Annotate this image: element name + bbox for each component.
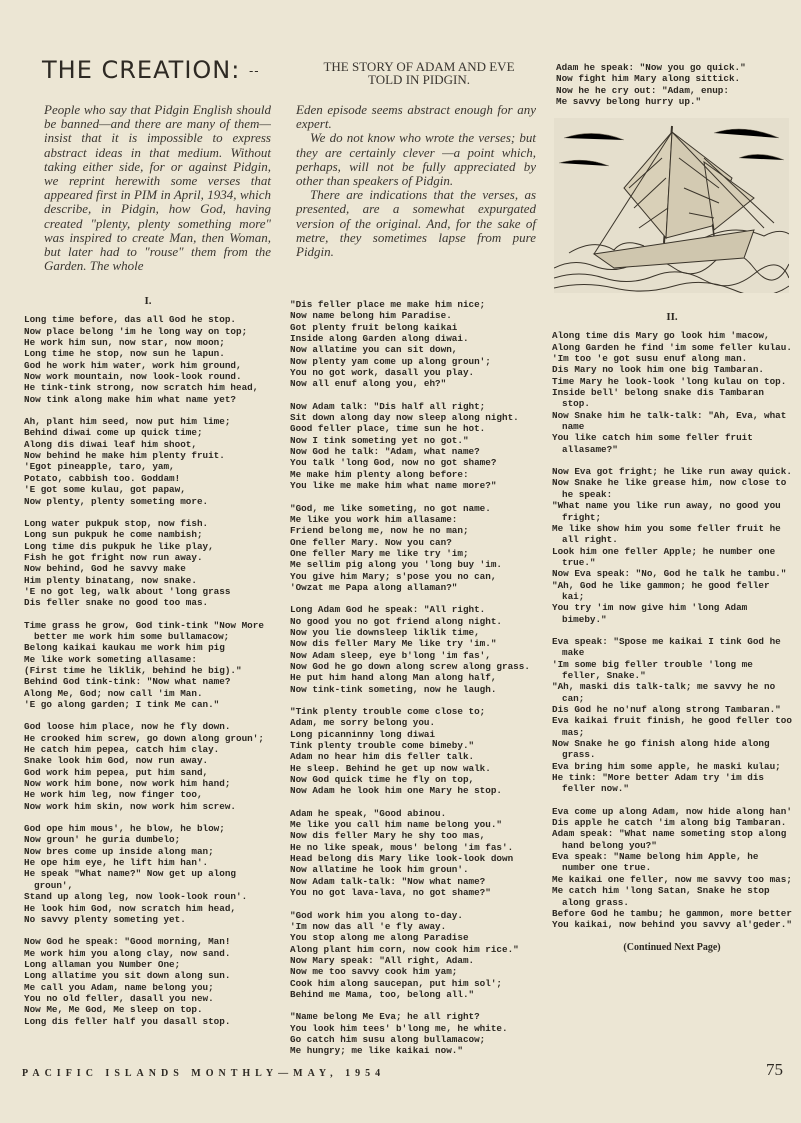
verse-column-2 bbox=[290, 299, 540, 1057]
verse-line: Me like you call him name belong you." bbox=[290, 819, 503, 831]
verse-line: God loose him place, now he fly down. bbox=[24, 721, 231, 733]
verse-column-1 bbox=[24, 296, 272, 1027]
verse-line: 'Im now das all 'e fly away. bbox=[290, 920, 447, 932]
verse-line: Stand up along leg, now look-look roun'. bbox=[24, 891, 248, 903]
verse-line: 'Egot pineapple, taro, yam, bbox=[24, 461, 175, 473]
verse-column-3-top bbox=[556, 62, 792, 107]
verse-line: "Name belong Me Eva; he all right? bbox=[290, 1011, 480, 1023]
verse-line: Me make him plenty along before: bbox=[290, 468, 469, 480]
verse-line: One feller Mary me like try 'im; bbox=[290, 547, 469, 559]
verse-line: Now Snake he go finish along hide along grass. bbox=[552, 738, 770, 761]
verse-line: Along dis diwai leaf him shoot, bbox=[24, 438, 197, 450]
verse-column-3 bbox=[552, 312, 792, 953]
stanza bbox=[556, 62, 792, 107]
verse-line: (First time he liklik, behind he big)." bbox=[24, 664, 242, 676]
verse-line: Now Snake he like grease him, now close to he speak: bbox=[552, 477, 787, 500]
stanza bbox=[290, 1011, 540, 1056]
verse-line: Me like work someting allasame: bbox=[24, 653, 197, 665]
verse-line: Along plant him corn, now cook him rice." bbox=[290, 943, 519, 955]
stanza bbox=[24, 416, 272, 507]
verse-line: Along Garden he find 'im some feller kulau. bbox=[552, 341, 792, 353]
stanza bbox=[552, 806, 792, 931]
verse-line: He look him God, now scratch him head, bbox=[24, 902, 237, 914]
verse-line: Look him one feller Apple; he number one true." bbox=[552, 545, 776, 568]
verse-line: You no old feller, dasall you new. bbox=[24, 992, 214, 1004]
verse-line: Now I tink someting yet no got." bbox=[290, 434, 469, 446]
verse-line: Now Eva speak: "No, God he talk he tambu." bbox=[552, 568, 787, 580]
verse-line: "Ah, God he like gammon; he good feller kai; bbox=[552, 579, 770, 602]
verse-line: God he work him water, work him ground, bbox=[24, 359, 242, 371]
verse-line: Long picanninny long diwai bbox=[290, 728, 436, 740]
intro-paragraph: People who say that Pidgin English should be banned—and there are many of them—insist that it is impossible to express abstract ideas in that medium. Without taking either side, for or against Pidgin, we reprint herewith some verses that appeared first in PIM in April, 1934, which describe, in Pidgin, how God, having created "plenty, plenty something more" was inspired to create Man, then Woman, but later had to "rouse" them from the Garden. The whole bbox=[44, 102, 271, 274]
verse-line: Inside along Garden along diwai. bbox=[290, 333, 469, 345]
verse-line: 'E got some kulau, got papaw, bbox=[24, 484, 186, 496]
verse-line: Me savvy belong hurry up." bbox=[556, 96, 702, 108]
verse-line: Now name belong him Paradise. bbox=[290, 310, 452, 322]
verse-line: Me kaikai one feller, now me savvy too mas; bbox=[552, 873, 792, 885]
verse-line: Now work mountain, now look-look round. bbox=[24, 371, 242, 383]
verse-line: Tink plenty trouble come bimeby." bbox=[290, 740, 475, 752]
intro-right bbox=[296, 103, 536, 259]
verse-line: Now God he talk: "Adam, what name? bbox=[290, 446, 480, 458]
article-subtitle bbox=[294, 60, 544, 86]
verse-line: Behind diwai come up quick time; bbox=[24, 427, 203, 439]
verse-line: You no got lava-lava, no got shame?" bbox=[290, 887, 491, 899]
verse-line: You talk 'long God, now no got shame? bbox=[290, 457, 497, 469]
verse-line: Dis God he no'nuf along strong Tambaran." bbox=[552, 704, 781, 715]
verse-line: Now me too savvy cook him yam; bbox=[290, 966, 458, 978]
stanza bbox=[290, 604, 540, 695]
verse-line: Now he he cry out: "Adam, enup: bbox=[556, 84, 729, 96]
verse-line: Now Me, Me God, Me sleep on top. bbox=[24, 1004, 203, 1016]
verse-line: Fish he got fright now run away. bbox=[24, 551, 203, 563]
verse-line: Now plenty, plenty someting more. bbox=[24, 495, 209, 507]
verse-line: "God, me like someting, no got name. bbox=[290, 502, 491, 514]
verse-line: Now allatime you can sit down, bbox=[290, 344, 458, 356]
verse-line: Now Adam sleep, eye b'long 'im fas', bbox=[290, 649, 491, 661]
verse-line: Long time dis pukpuk he like play, bbox=[24, 540, 214, 552]
intro-paragraph: Eden episode seems abstract enough for any expert. bbox=[296, 102, 536, 132]
verse-line: He put him hand along Man along half, bbox=[290, 672, 497, 684]
verse-line: Now Mary speak: "All right, Adam. bbox=[290, 954, 475, 966]
verse-line: "What name you like run away, no good you fright; bbox=[552, 500, 781, 523]
verse-line: Now plenty yam come up along groun'; bbox=[290, 355, 491, 367]
verse-line: Before God he tambu; he gammon, more better bbox=[552, 907, 792, 919]
title-dash: -- bbox=[248, 64, 260, 78]
verse-line: You like me make him what name more?" bbox=[290, 480, 497, 492]
verse-line: "Tink plenty trouble come close to; bbox=[290, 706, 486, 717]
ship-engraving-icon bbox=[554, 118, 789, 293]
verse-line: Time grass he grow, God tink-tink "Now More better me work him some bullamacow; bbox=[24, 619, 264, 642]
verse-line: Now God he go down along screw along grass. bbox=[290, 660, 530, 672]
verse-line: Long time he stop, now sun he lapun. bbox=[24, 348, 225, 360]
verse-line: He catch him pepea, catch him clay. bbox=[24, 744, 220, 756]
verse-line: Potato, cabbish too. Goddam! bbox=[24, 472, 181, 484]
verse-line: You stop along me along Paradise bbox=[290, 932, 469, 944]
verse-line: Me like you work him allasame: bbox=[290, 513, 458, 525]
verse-line: Now dis feller Mary he shy too mas, bbox=[290, 830, 486, 842]
verse-line: You look him tees' b'long me, he white. bbox=[290, 1022, 508, 1034]
verse-line: Now groun' he guria dumbelo; bbox=[24, 834, 181, 846]
verse-line: Me hungry; me like kaikai now." bbox=[290, 1045, 463, 1057]
verse-line: He crooked him screw, go down along groun'; bbox=[24, 732, 264, 744]
verse-line: Now Eva got fright; he like run away quick. bbox=[552, 466, 792, 478]
verse-line: 'Im some big feller trouble 'long me feller, Snake." bbox=[552, 658, 753, 681]
verse-line: Good feller place, time sun he hot. bbox=[290, 423, 486, 435]
verse-line: He tink: "More better Adam try 'im dis feller now." bbox=[552, 772, 765, 795]
stanza bbox=[552, 330, 792, 455]
verse-line: He speak "What name?" Now get up along groun', bbox=[24, 868, 237, 891]
article-title bbox=[42, 56, 260, 84]
verse-line: Long dis feller half you dasall stop. bbox=[24, 1015, 231, 1027]
verse-line: Now behind he make him plenty fruit. bbox=[24, 450, 225, 462]
verse-line: 'Owzat me Papa along allaman?" bbox=[290, 581, 458, 593]
stanza bbox=[552, 636, 792, 795]
verse-line: Eva speak: "Name belong him Apple, he number one true. bbox=[552, 851, 759, 874]
verse-line: Now tink along make him what name yet? bbox=[24, 393, 237, 405]
intro-left bbox=[44, 103, 271, 273]
stanza bbox=[290, 910, 540, 1001]
verse-line: Inside bell' belong snake dis Tambaran stop. bbox=[552, 387, 765, 410]
verse-line: Now Snake him he talk-talk: "Ah, Eva, what name bbox=[552, 409, 787, 433]
stanza bbox=[290, 706, 540, 797]
verse-line: Now allatime he look him groun'. bbox=[290, 864, 469, 876]
verse-line: Sit down along day now sleep along night. bbox=[290, 412, 519, 424]
verse-line: Long time before, das all God he stop. bbox=[24, 314, 237, 326]
verse-line: Now all enuf along you, eh?" bbox=[290, 378, 447, 390]
continued-note: (Continued Next Page) bbox=[623, 941, 721, 953]
verse-line: Dis Mary no look him one big Tambaran. bbox=[552, 364, 765, 376]
verse-line: "God work him you along to-day. bbox=[290, 909, 463, 921]
verse-line: Long water pukpuk stop, now fish. bbox=[24, 517, 209, 529]
verse-line: One feller Mary. Now you can? bbox=[290, 536, 452, 548]
verse-line: He ope him eye, he lift him han'. bbox=[24, 857, 209, 869]
verse-line: Eva kaikai fruit finish, he good feller too mas; bbox=[552, 715, 792, 738]
verse-line: Now behind, God he savvy make bbox=[24, 563, 186, 575]
verse-line: God work him pepea, put him sand, bbox=[24, 766, 209, 778]
verse-line: Ah, plant him seed, now put him lime; bbox=[24, 416, 231, 428]
verse-line: Now dis feller Mary Me like try 'im." bbox=[290, 638, 497, 650]
stanza bbox=[24, 721, 272, 812]
article-title-text: THE CREATION: bbox=[42, 56, 241, 84]
verse-line: You kaikai, now behind you savvy al'geder." bbox=[552, 919, 792, 931]
verse-line: Now place belong 'im he long way on top; bbox=[24, 325, 248, 337]
stanza bbox=[24, 620, 272, 711]
verse-line: Me like show him you some feller fruit he all right. bbox=[552, 522, 781, 546]
subtitle-line: THE STORY OF ADAM AND EVE bbox=[323, 59, 515, 74]
verse-line: Long allatime you sit down along sun. bbox=[24, 970, 231, 982]
verse-line: Now work him bone, now work him hand; bbox=[24, 778, 231, 790]
verse-line: He tink-tink strong, now scratch him head, bbox=[24, 382, 259, 394]
verse-line: Now bres come up inside along man; bbox=[24, 845, 214, 857]
verse-line: Now work him skin, now work him screw. bbox=[24, 800, 237, 812]
verse-line: Eva bring him some apple, he maski kulau; bbox=[552, 760, 781, 772]
verse-line: He no like speak, mous' belong 'im fas'. bbox=[290, 841, 514, 853]
verse-line: Now Adam he look him one Mary he stop. bbox=[290, 785, 503, 797]
stanza bbox=[24, 823, 272, 925]
verse-line: He sleep. Behind he get up now walk. bbox=[290, 762, 491, 774]
verse-line: Along time dis Mary go look him 'macow, bbox=[552, 330, 770, 342]
verse-line: He work him sun, now star, now moon; bbox=[24, 337, 225, 349]
verse-line: "Dis feller place me make him nice; bbox=[290, 299, 486, 310]
verse-line: Adam he speak, "Good abinou. bbox=[290, 807, 447, 819]
verse-line: Me call you Adam, name belong you; bbox=[24, 981, 214, 993]
intro-paragraph: We do not know who wrote the verses; but they are certainly clever —a point which, perhaps, will not be fully appreciated by other than speakers of Pidgin. bbox=[296, 130, 536, 189]
verse-line: Friend belong me, now he no man; bbox=[290, 525, 469, 537]
verse-line: Now Adam talk-talk: "Now what name? bbox=[290, 875, 486, 887]
verse-line: Cook him along saucepan, put him sol'; bbox=[290, 977, 503, 989]
verse-line: Adam, me sorry belong you. bbox=[290, 717, 436, 729]
stanza bbox=[24, 518, 272, 609]
page-number: 75 bbox=[766, 1060, 783, 1079]
verse-line: 'Im too 'e got susu enuf along man. bbox=[552, 353, 748, 365]
section-heading: I. bbox=[144, 295, 152, 307]
verse-line: Now you lie downsleep liklik time, bbox=[290, 626, 480, 638]
verse-line: "Ah, maski dis talk-talk; me savvy he no can; bbox=[552, 681, 776, 704]
verse-line: Dis feller snake no good too mas. bbox=[24, 597, 209, 609]
verse-line: Long sun pukpuk he come nambish; bbox=[24, 529, 203, 541]
verse-line: You give him Mary; s'pose you no can, bbox=[290, 570, 497, 582]
stanza bbox=[290, 503, 540, 594]
verse-line: Head belong dis Mary like look-look down bbox=[290, 853, 514, 865]
verse-line: Long Adam God he speak: "All right. bbox=[290, 604, 486, 616]
verse-line: Along Me, God; now call 'im Man. bbox=[24, 687, 203, 699]
verse-line: Adam he speak: "Now you go quick." bbox=[556, 62, 746, 73]
verse-line: You no got work, dasall you play. bbox=[290, 367, 475, 379]
verse-line: Adam speak: "What name someting stop along hand belong you?" bbox=[552, 828, 787, 851]
verse-line: Eva come up along Adam, now hide along han' bbox=[552, 805, 792, 817]
stanza bbox=[290, 299, 540, 390]
verse-line: Adam no hear him dis feller talk. bbox=[290, 751, 475, 763]
subtitle-line: TOLD IN PIDGIN. bbox=[368, 72, 470, 87]
verse-line: Now Adam talk: "Dis half all right; bbox=[290, 400, 486, 412]
verse-line: Snake look him God, now run away. bbox=[24, 755, 209, 767]
verse-line: Time Mary he look-look 'long kulau on top. bbox=[552, 375, 787, 387]
verse-line: Now God he speak: "Good morning, Man! bbox=[24, 936, 231, 948]
verse-line: Now fight him Mary along sittick. bbox=[556, 73, 741, 85]
verse-line: Got plenty fruit belong kaikai bbox=[290, 321, 458, 333]
stanza bbox=[552, 466, 792, 625]
stanza bbox=[290, 808, 540, 899]
stanza bbox=[24, 314, 272, 405]
verse-line: God ope him mous', he blow, he blow; bbox=[24, 823, 225, 835]
verse-line: Behind me Mama, too, belong all." bbox=[290, 988, 475, 1000]
section-heading: II. bbox=[666, 311, 678, 323]
verse-line: 'E go along garden; I tink Me can." bbox=[24, 699, 220, 710]
stanza bbox=[24, 936, 272, 1027]
verse-line: You try 'im now give him 'long Adam bimeby." bbox=[552, 602, 748, 625]
verse-line: You like catch him some feller fruit allasame?" bbox=[552, 432, 753, 455]
verse-line: Behind God tink-tink: "Now what name? bbox=[24, 676, 231, 688]
stanza bbox=[290, 401, 540, 492]
footer-masthead: PACIFIC ISLANDS MONTHLY—MAY, 1954 bbox=[22, 1068, 386, 1079]
verse-line: Go catch him susu along bullamacow; bbox=[290, 1033, 486, 1045]
verse-line: Me sellim pig along you 'long buy 'im. bbox=[290, 559, 503, 571]
sailing-ship-illustration bbox=[554, 118, 789, 293]
verse-line: Me work him you along clay, now sand. bbox=[24, 947, 231, 959]
verse-line: Him plenty binatang, now snake. bbox=[24, 574, 197, 586]
verse-line: No savvy plenty someting yet. bbox=[24, 913, 186, 925]
verse-line: No good you no got friend along night. bbox=[290, 615, 503, 627]
verse-line: Now God quick time he fly on top, bbox=[290, 774, 475, 786]
verse-line: Now tink-tink someting, now he laugh. bbox=[290, 683, 497, 695]
verse-line: He work him leg, now finger too, bbox=[24, 789, 203, 801]
verse-line: 'E no got leg, walk about 'long grass bbox=[24, 585, 231, 597]
verse-line: Long allaman you Number One; bbox=[24, 958, 181, 970]
intro-paragraph: There are indications that the verses, as presented, are a somewhat expurgated version of the original. And, for the sake of metre, they sometimes lapse from pure Pidgin. bbox=[296, 187, 536, 260]
verse-line: Belong kaikai kaukau me work him pig bbox=[24, 642, 225, 654]
verse-line: Dis apple he catch 'im along big Tambaran. bbox=[552, 817, 787, 829]
verse-line: Eva speak: "Spose me kaikai I tink God he make bbox=[552, 635, 781, 659]
verse-line: Me catch him 'long Satan, Snake he stop along grass. bbox=[552, 885, 770, 908]
